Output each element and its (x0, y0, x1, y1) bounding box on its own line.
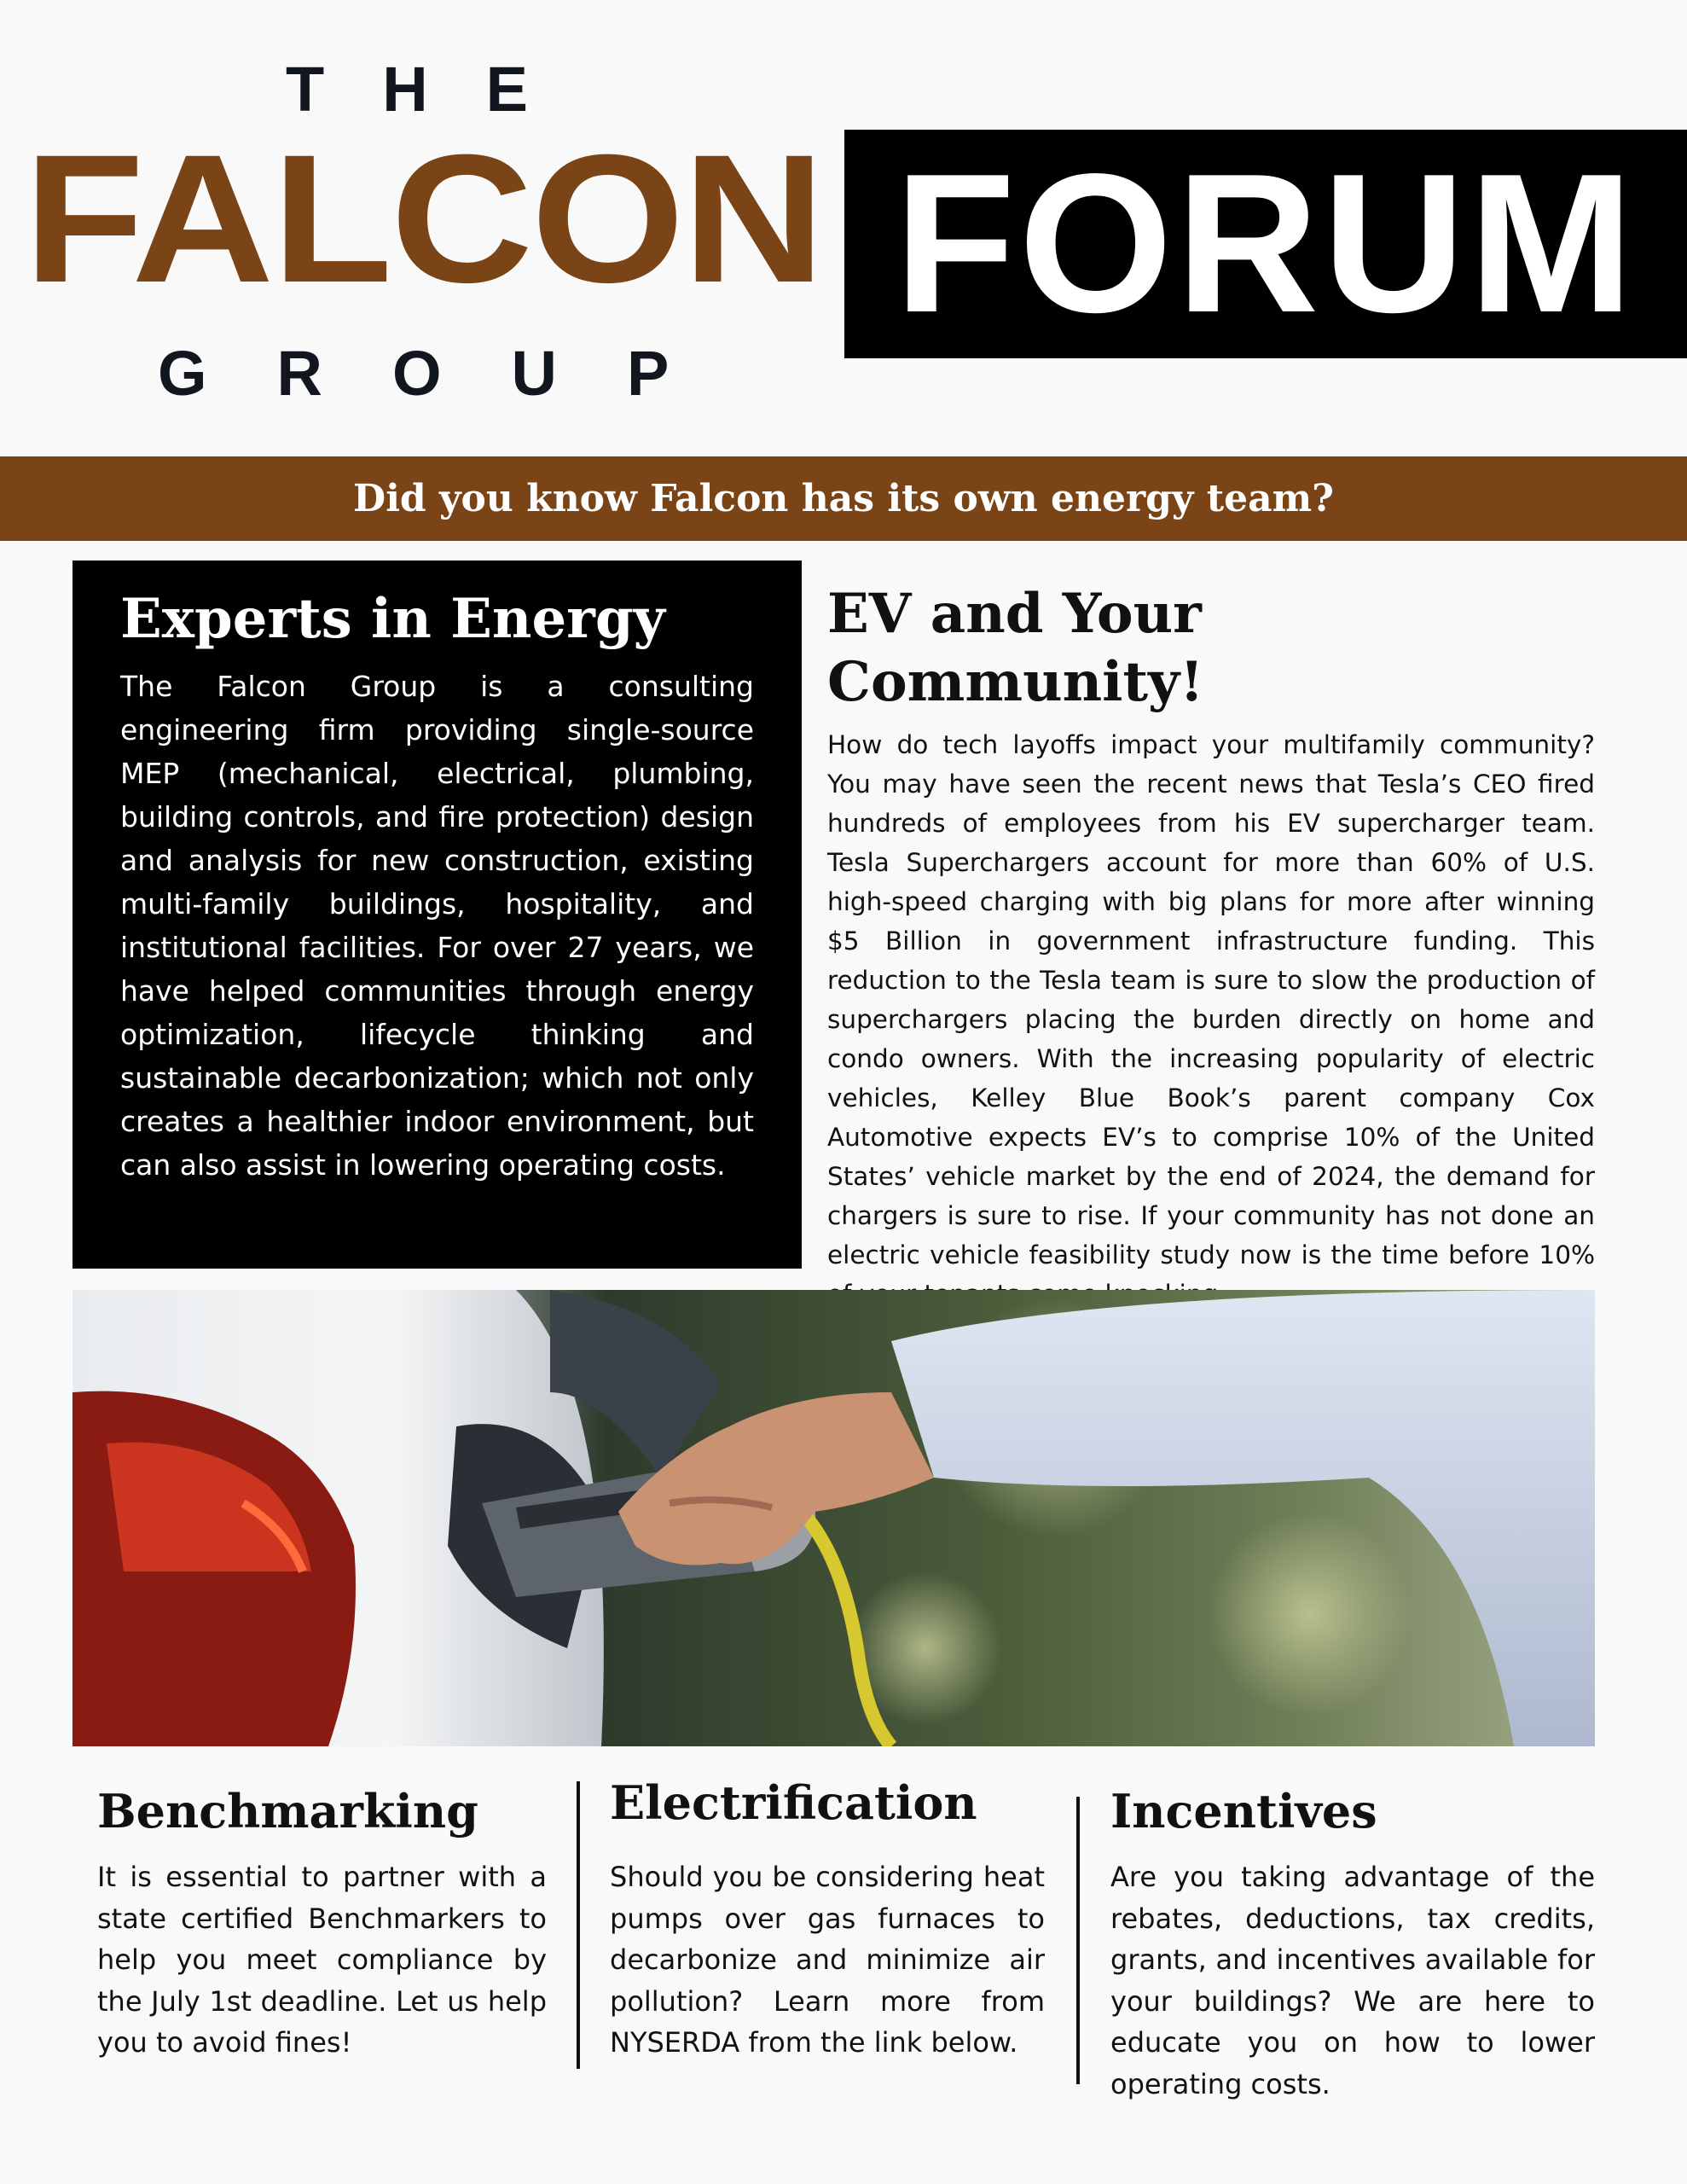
ev-heading: EV and Your Community! (827, 582, 1204, 714)
experts-heading: Experts in Energy (120, 587, 665, 651)
banner (0, 456, 1687, 541)
logo-group: GROUP (158, 338, 739, 409)
column-divider (577, 1781, 580, 2069)
forum-title: FORUM (894, 133, 1638, 354)
forum-title-box (844, 130, 1687, 358)
electrification-heading: Electrification (610, 1775, 977, 1830)
experts-body: The Falcon Group is a consulting engineering firm providing single-source MEP (mechanical, electrical, plumbing, building controls, and fire protection) design and analysis for new construction, existing multi-family buildings, hospitality, and institutional facilities. For over 27 years, we have helped communities through energy optimization, lifecycle thinking and sustainable decarbonization; which not only creates a healthier indoor environment, but can also assist in lowering operating costs. (120, 670, 754, 1182)
electrification-section (610, 1774, 1045, 2064)
electrification-body: Should you be considering heat pumps over gas furnaces to decarbonize and minimize air pollution? Learn more from NYSERDA from the link below. (610, 1861, 1045, 2059)
ev-article (827, 580, 1595, 1314)
column-divider (1076, 1797, 1080, 2084)
benchmarking-heading: Benchmarking (97, 1784, 478, 1838)
ev-charging-photo (72, 1290, 1595, 1746)
ev-body: How do tech layoffs impact your multifamily community? You may have seen the recent news that Tesla’s CEO fired hundreds of employees from his EV supercharger team. Tesla Superchargers account for more than 60% of U.S. high-speed charging with big plans for more after winning $5 Billion in government infrastructure funding. This reduction to the Tesla team is sure to slow the production of superchargers placing the burden directly on home and condo owners. With the increasing popularity of electric vehicles, Kelley Blue Book’s parent company Cox Automotive expects EV’s to comprise 10% of the United States’ vehicle market by the end of 2024, the demand for chargers is sure to rise. If your community has not done an electric vehicle feasibility study now is the time before 10% (827, 730, 1595, 1269)
incentives-body: Are you taking advantage of the rebates, deductions, tax credits, grants, and incentives available for your buildings? We are here to educate you on how to lower operating costs. (1110, 1861, 1595, 2100)
experts-section (72, 561, 802, 1269)
logo-the: THE (286, 54, 586, 125)
benchmarking-body: It is essential to partner with a state certified Benchmarkers to help you meet compliance by the July 1st deadline. Let us help you to avoid fines! (97, 1861, 547, 2059)
incentives-heading: Incentives (1110, 1784, 1377, 1838)
ev-charging-illustration (72, 1290, 1595, 1746)
benchmarking-section (97, 1783, 547, 2064)
banner-text: Did you know Falcon has its own energy team? (353, 477, 1334, 520)
incentives-section (1110, 1783, 1595, 2105)
logo-falcon: FALCON (24, 117, 824, 321)
